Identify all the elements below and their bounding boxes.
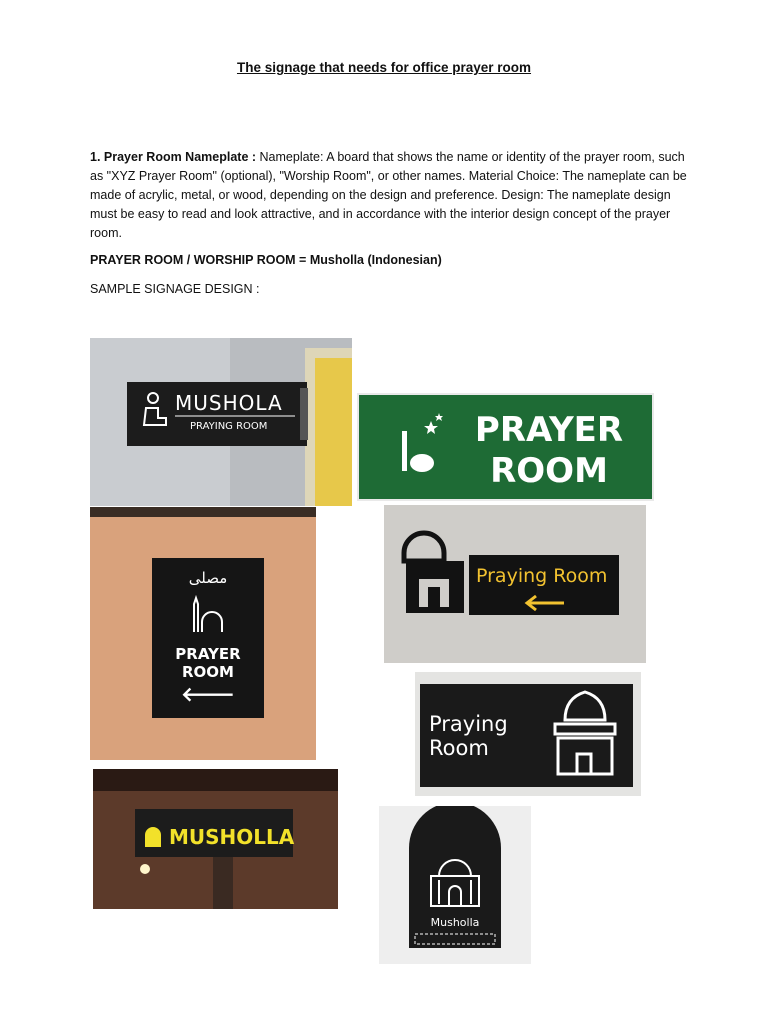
sign2-line1: PRAYER — [474, 410, 624, 450]
sign7-text: Musholla — [430, 916, 480, 929]
section-1-heading: 1. Prayer Room Nameplate : — [90, 150, 257, 164]
sign5-line1: Praying — [429, 712, 508, 736]
left-arrow-icon: 🡐 — [181, 682, 235, 706]
sample-label: SAMPLE SIGNAGE DESIGN : — [90, 282, 260, 296]
sign-photo-musholla-arch — [379, 806, 531, 964]
sign6-text: MUSHOLLA — [169, 825, 295, 849]
sign3-line1: PRAYER — [175, 645, 241, 663]
sign-photo-praying-room-arrow — [384, 505, 646, 663]
sign1-subtitle: PRAYING ROOM — [190, 421, 268, 432]
page-title: The signage that needs for office prayer room — [236, 60, 532, 75]
sign-photo-mushola-wall — [90, 338, 352, 506]
sign1-title: MUSHOLA — [175, 391, 283, 415]
sign-photo-prayer-room-vertical — [90, 507, 316, 760]
sign4-text: Praying Room — [476, 565, 608, 587]
section-1-paragraph — [90, 148, 690, 243]
sign2-line2: ROOM — [490, 451, 608, 491]
section-1-body: Nameplate: A board that shows the name or identity of the prayer room, such as "XYZ Prayer Room" (optional), "Worship Room", or other names. Material Choice: The nameplate can be made of acrylic, metal, or wood, depending on the design and preference. Design: The nameplate design must be easy to read and look attractive, and in accordance with the interior design concept of the prayer room. — [90, 150, 687, 240]
sign5-line2: Room — [429, 736, 489, 760]
sign-photo-praying-room-panel — [415, 672, 641, 796]
sign3-line2: ROOM — [182, 663, 234, 681]
translation-line: PRAYER ROOM / WORSHIP ROOM = Musholla (Indonesian) — [90, 253, 442, 267]
sign3-arabic: مصلى — [188, 569, 228, 587]
sign-photo-musholla-lightbox — [93, 769, 338, 909]
sign-photo-prayer-room-green — [357, 393, 654, 501]
